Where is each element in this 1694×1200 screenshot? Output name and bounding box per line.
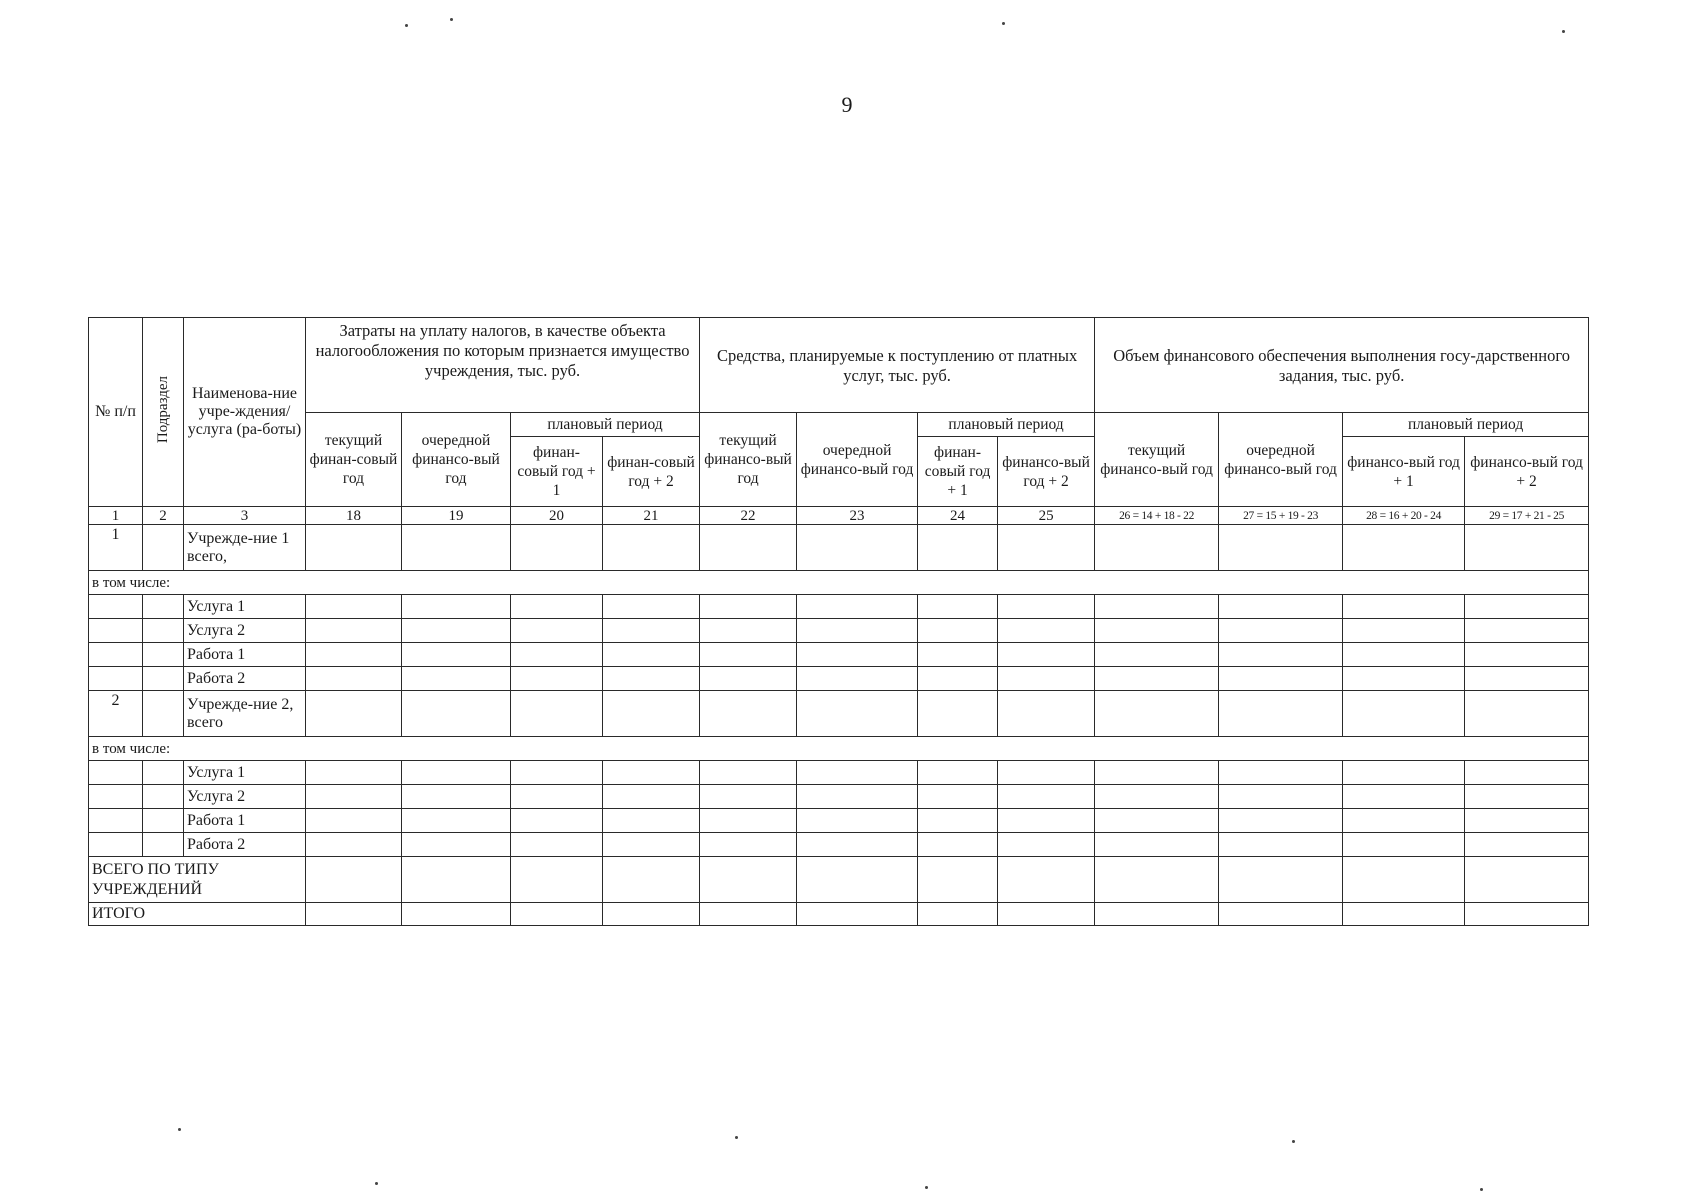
empty-cell	[402, 619, 511, 643]
empty-cell	[603, 785, 700, 809]
empty-cell	[918, 785, 998, 809]
section-row	[89, 571, 1589, 595]
institution-num: 1	[89, 525, 143, 571]
empty-cell	[402, 785, 511, 809]
item-row	[89, 595, 1589, 619]
empty-cell	[700, 785, 797, 809]
empty-cell	[1095, 761, 1219, 785]
empty-cell	[797, 785, 918, 809]
empty-cell	[1095, 643, 1219, 667]
empty-cell	[1095, 525, 1219, 571]
empty-cell	[1465, 691, 1589, 737]
header-paid-plan1: финан-совый год + 1	[918, 437, 998, 507]
empty-cell	[1219, 667, 1343, 691]
empty-cell	[306, 761, 402, 785]
empty-cell	[511, 857, 603, 903]
empty-cell	[1219, 619, 1343, 643]
empty-cell	[511, 691, 603, 737]
empty-cell	[511, 785, 603, 809]
empty-cell	[797, 525, 918, 571]
header-name: Наименова-ние учре-ждения/ услуга (ра-боты)	[184, 318, 306, 507]
empty-cell	[700, 833, 797, 857]
empty-cell	[1095, 809, 1219, 833]
empty-cell	[402, 857, 511, 903]
empty-cell	[797, 619, 918, 643]
empty-cell	[402, 667, 511, 691]
empty-cell	[700, 595, 797, 619]
empty-cell	[306, 785, 402, 809]
colnum-cell: 20	[511, 507, 603, 525]
item-name: Работа 2	[184, 833, 306, 857]
empty-cell	[998, 595, 1095, 619]
empty-cell	[143, 761, 184, 785]
empty-cell	[1465, 833, 1589, 857]
empty-cell	[998, 857, 1095, 903]
empty-cell	[89, 761, 143, 785]
header-taxes-plan2: финан-совый год + 2	[603, 437, 700, 507]
empty-cell	[402, 761, 511, 785]
empty-cell	[918, 691, 998, 737]
colnum-cell: 24	[918, 507, 998, 525]
empty-cell	[918, 809, 998, 833]
header-group-taxes: Затраты на уплату налогов, в качестве объекта налогообложения по которым признается имущество учреждения, тыс. руб.	[306, 318, 700, 413]
header-volume-next: очередной финансо-вый год	[1219, 413, 1343, 507]
empty-cell	[1219, 809, 1343, 833]
empty-cell	[998, 643, 1095, 667]
empty-cell	[1343, 619, 1465, 643]
colnum-cell: 18	[306, 507, 402, 525]
item-row	[89, 667, 1589, 691]
item-name: Услуга 2	[184, 619, 306, 643]
item-name: Работа 1	[184, 809, 306, 833]
empty-cell	[306, 903, 402, 926]
item-row	[89, 785, 1589, 809]
colnum-cell: 1	[89, 507, 143, 525]
scan-speck	[450, 18, 453, 21]
header-row-1	[89, 318, 1589, 413]
empty-cell	[918, 857, 998, 903]
empty-cell	[143, 619, 184, 643]
empty-cell	[1465, 619, 1589, 643]
institution-num: 2	[89, 691, 143, 737]
empty-cell	[511, 667, 603, 691]
empty-cell	[918, 643, 998, 667]
colnum-formula: 28 = 16 + 20 - 24	[1343, 507, 1465, 525]
scan-speck	[405, 24, 408, 27]
empty-cell	[603, 761, 700, 785]
empty-cell	[306, 809, 402, 833]
total-type-row	[89, 857, 1589, 903]
scan-speck	[1562, 30, 1565, 33]
empty-cell	[603, 857, 700, 903]
empty-cell	[998, 667, 1095, 691]
header-group-volume: Объем финансового обеспечения выполнения госу-дарственного задания, тыс. руб.	[1095, 318, 1589, 413]
empty-cell	[89, 619, 143, 643]
empty-cell	[402, 809, 511, 833]
empty-cell	[918, 761, 998, 785]
empty-cell	[402, 525, 511, 571]
item-row	[89, 761, 1589, 785]
scan-speck	[735, 1136, 738, 1139]
empty-cell	[1343, 643, 1465, 667]
empty-cell	[402, 643, 511, 667]
empty-cell	[1343, 595, 1465, 619]
empty-cell	[1219, 761, 1343, 785]
colnum-cell: 3	[184, 507, 306, 525]
empty-cell	[1219, 857, 1343, 903]
empty-cell	[797, 903, 918, 926]
empty-cell	[998, 761, 1095, 785]
item-name: Услуга 1	[184, 595, 306, 619]
empty-cell	[797, 809, 918, 833]
empty-cell	[603, 833, 700, 857]
column-numbers-row	[89, 507, 1589, 525]
empty-cell	[998, 525, 1095, 571]
empty-cell	[1095, 785, 1219, 809]
empty-cell	[1219, 785, 1343, 809]
empty-cell	[89, 595, 143, 619]
section-row	[89, 737, 1589, 761]
colnum-cell: 22	[700, 507, 797, 525]
header-subdivision-label: Подраздел	[155, 375, 171, 444]
empty-cell	[1219, 903, 1343, 926]
empty-cell	[1343, 761, 1465, 785]
empty-cell	[306, 833, 402, 857]
empty-cell	[1465, 785, 1589, 809]
empty-cell	[511, 761, 603, 785]
section-label: в том числе:	[89, 737, 1589, 761]
empty-cell	[89, 833, 143, 857]
header-taxes-planned: плановый период	[511, 413, 700, 437]
colnum-formula: 29 = 17 + 21 - 25	[1465, 507, 1589, 525]
empty-cell	[1465, 525, 1589, 571]
empty-cell	[306, 595, 402, 619]
colnum-cell: 25	[998, 507, 1095, 525]
empty-cell	[998, 833, 1095, 857]
empty-cell	[918, 903, 998, 926]
empty-cell	[306, 525, 402, 571]
colnum-formula: 26 = 14 + 18 - 22	[1095, 507, 1219, 525]
item-row	[89, 643, 1589, 667]
colnum-cell: 21	[603, 507, 700, 525]
empty-cell	[998, 903, 1095, 926]
empty-cell	[700, 857, 797, 903]
header-num: № п/п	[89, 318, 143, 507]
colnum-formula: 27 = 15 + 19 - 23	[1219, 507, 1343, 525]
item-name: Работа 1	[184, 643, 306, 667]
page-number: 9	[841, 92, 853, 117]
item-name: Работа 2	[184, 667, 306, 691]
empty-cell	[1095, 903, 1219, 926]
empty-cell	[603, 903, 700, 926]
empty-cell	[143, 595, 184, 619]
scan-speck	[178, 1128, 181, 1131]
empty-cell	[143, 667, 184, 691]
empty-cell	[143, 525, 184, 571]
empty-cell	[1095, 691, 1219, 737]
empty-cell	[1219, 833, 1343, 857]
empty-cell	[700, 809, 797, 833]
empty-cell	[402, 595, 511, 619]
empty-cell	[797, 761, 918, 785]
item-row	[89, 809, 1589, 833]
empty-cell	[402, 903, 511, 926]
scan-speck	[1292, 1140, 1295, 1143]
empty-cell	[603, 691, 700, 737]
empty-cell	[700, 691, 797, 737]
institution-name: Учрежде-ние 2, всего	[184, 691, 306, 737]
header-taxes-plan1: финан-совый год + 1	[511, 437, 603, 507]
empty-cell	[1343, 525, 1465, 571]
empty-cell	[797, 595, 918, 619]
empty-cell	[603, 525, 700, 571]
scan-speck	[375, 1182, 378, 1185]
empty-cell	[603, 809, 700, 833]
total-row	[89, 903, 1589, 926]
empty-cell	[1095, 619, 1219, 643]
empty-cell	[511, 903, 603, 926]
empty-cell	[918, 667, 998, 691]
empty-cell	[1343, 857, 1465, 903]
empty-cell	[797, 667, 918, 691]
empty-cell	[89, 785, 143, 809]
empty-cell	[700, 667, 797, 691]
empty-cell	[918, 595, 998, 619]
empty-cell	[511, 525, 603, 571]
empty-cell	[1343, 667, 1465, 691]
empty-cell	[1095, 857, 1219, 903]
scan-speck	[1480, 1188, 1483, 1191]
empty-cell	[402, 833, 511, 857]
empty-cell	[143, 809, 184, 833]
empty-cell	[1095, 595, 1219, 619]
header-paid-current: текущий финансо-вый год	[700, 413, 797, 507]
empty-cell	[511, 833, 603, 857]
header-row-2	[89, 413, 1589, 437]
institution-row	[89, 691, 1589, 737]
empty-cell	[1343, 785, 1465, 809]
empty-cell	[603, 643, 700, 667]
empty-cell	[700, 761, 797, 785]
empty-cell	[603, 619, 700, 643]
empty-cell	[89, 809, 143, 833]
empty-cell	[998, 809, 1095, 833]
empty-cell	[89, 667, 143, 691]
empty-cell	[1095, 667, 1219, 691]
empty-cell	[700, 525, 797, 571]
colnum-cell: 2	[143, 507, 184, 525]
empty-cell	[918, 833, 998, 857]
item-row	[89, 833, 1589, 857]
scan-speck	[1002, 22, 1005, 25]
empty-cell	[1465, 903, 1589, 926]
empty-cell	[1465, 595, 1589, 619]
empty-cell	[998, 691, 1095, 737]
empty-cell	[918, 619, 998, 643]
header-volume-plan1: финансо-вый год + 1	[1343, 437, 1465, 507]
empty-cell	[1343, 809, 1465, 833]
header-paid-planned: плановый период	[918, 413, 1095, 437]
scan-speck	[925, 1186, 928, 1189]
total-label: ИТОГО	[89, 903, 306, 926]
empty-cell	[700, 643, 797, 667]
empty-cell	[700, 903, 797, 926]
item-name: Услуга 1	[184, 761, 306, 785]
empty-cell	[1219, 525, 1343, 571]
empty-cell	[89, 643, 143, 667]
empty-cell	[797, 691, 918, 737]
colnum-cell: 23	[797, 507, 918, 525]
empty-cell	[1465, 761, 1589, 785]
institution-name: Учрежде-ние 1 всего,	[184, 525, 306, 571]
empty-cell	[511, 809, 603, 833]
empty-cell	[797, 643, 918, 667]
section-label: в том числе:	[89, 571, 1589, 595]
empty-cell	[143, 833, 184, 857]
empty-cell	[143, 643, 184, 667]
empty-cell	[402, 691, 511, 737]
empty-cell	[918, 525, 998, 571]
empty-cell	[998, 619, 1095, 643]
header-volume-current: текущий финансо-вый год	[1095, 413, 1219, 507]
empty-cell	[1465, 667, 1589, 691]
header-paid-plan2: финансо-вый год + 2	[998, 437, 1095, 507]
empty-cell	[998, 785, 1095, 809]
empty-cell	[306, 857, 402, 903]
empty-cell	[1219, 643, 1343, 667]
empty-cell	[306, 619, 402, 643]
empty-cell	[1465, 857, 1589, 903]
empty-cell	[143, 785, 184, 809]
header-volume-plan2: финансо-вый год + 2	[1465, 437, 1589, 507]
item-row	[89, 619, 1589, 643]
header-paid-next: очередной финансо-вый год	[797, 413, 918, 507]
empty-cell	[143, 691, 184, 737]
empty-cell	[511, 619, 603, 643]
item-name: Услуга 2	[184, 785, 306, 809]
empty-cell	[511, 595, 603, 619]
empty-cell	[1219, 691, 1343, 737]
empty-cell	[306, 667, 402, 691]
empty-cell	[700, 619, 797, 643]
empty-cell	[603, 595, 700, 619]
empty-cell	[1219, 595, 1343, 619]
empty-cell	[797, 857, 918, 903]
empty-cell	[1095, 833, 1219, 857]
total-type-label: ВСЕГО ПО ТИПУ УЧРЕЖДЕНИЙ	[89, 857, 306, 903]
empty-cell	[306, 643, 402, 667]
empty-cell	[603, 667, 700, 691]
empty-cell	[1465, 809, 1589, 833]
empty-cell	[797, 833, 918, 857]
empty-cell	[511, 643, 603, 667]
empty-cell	[1343, 691, 1465, 737]
financial-table	[88, 317, 1589, 926]
header-volume-planned: плановый период	[1343, 413, 1589, 437]
empty-cell	[1343, 833, 1465, 857]
header-subdivision	[143, 318, 184, 507]
institution-row	[89, 525, 1589, 571]
empty-cell	[306, 691, 402, 737]
empty-cell	[1465, 643, 1589, 667]
header-group-paid: Средства, планируемые к поступлению от платных услуг, тыс. руб.	[700, 318, 1095, 413]
empty-cell	[1343, 903, 1465, 926]
header-taxes-current: текущий финан-совый год	[306, 413, 402, 507]
header-taxes-next: очередной финансо-вый год	[402, 413, 511, 507]
colnum-cell: 19	[402, 507, 511, 525]
